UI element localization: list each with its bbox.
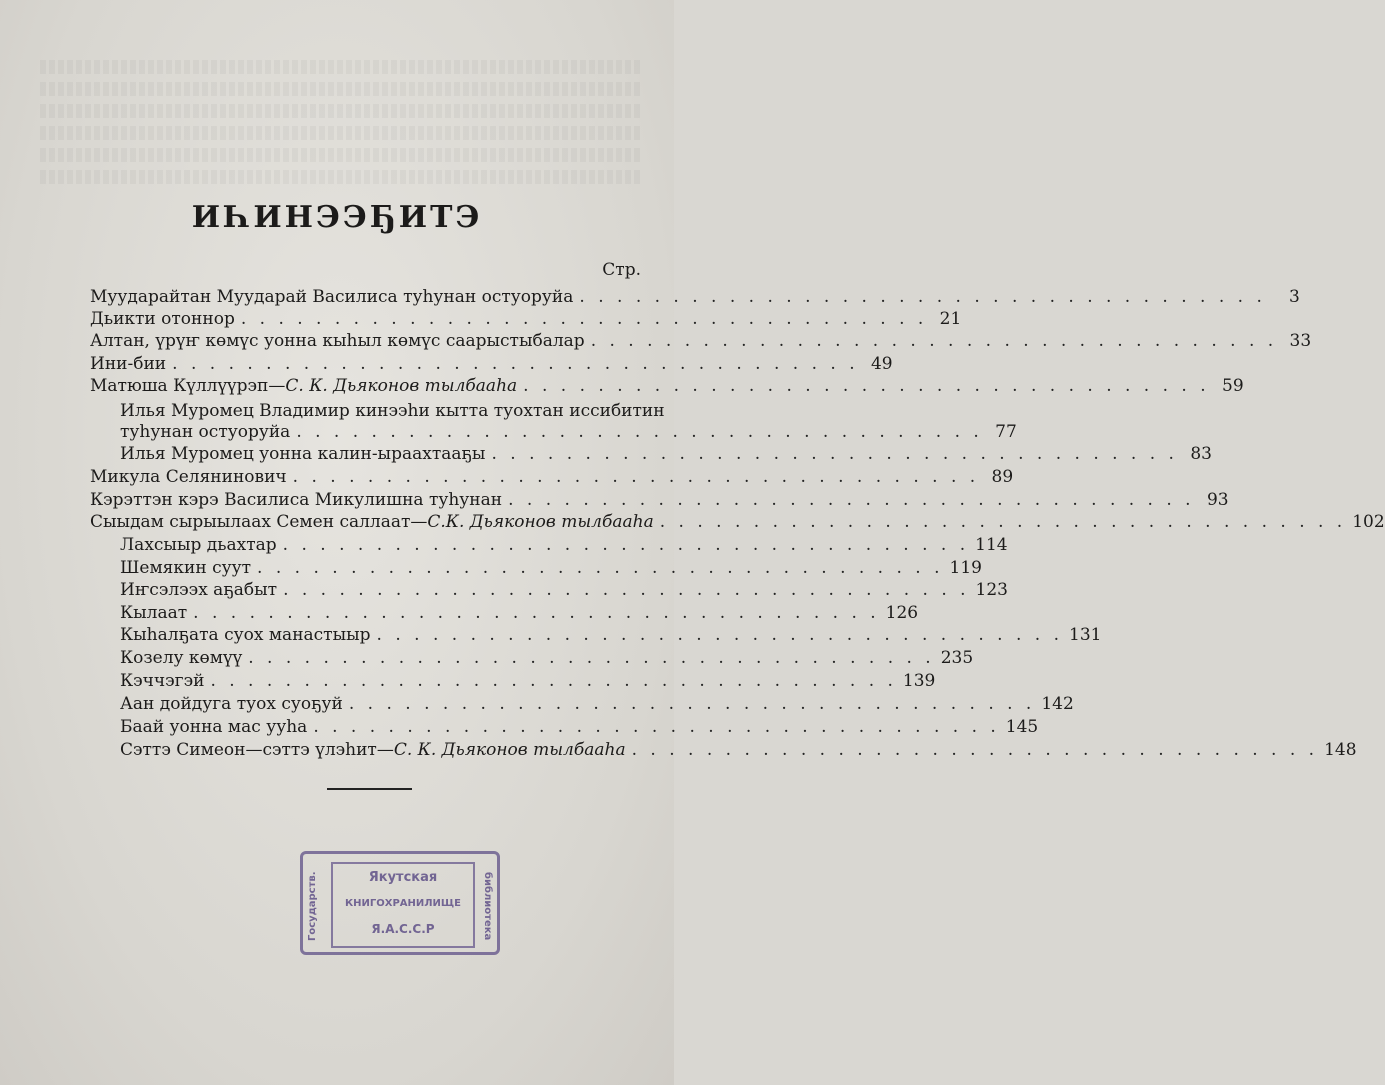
toc-entry	[120, 535, 1008, 557]
toc-entry-title: Кэччэгэй	[120, 671, 205, 691]
dot-leader: . . . . . . . . . . . . . . . . . . . . . . . . . . . . . . . . . . . . .	[172, 354, 859, 374]
toc-entry	[120, 648, 974, 670]
dot-leader: . . . . . . . . . . . . . . . . . . . . . . . . . . . . . . . . . . . . .	[631, 740, 1319, 760]
toc-entry-title: Сэттэ Симеон—сэттэ үлэһит—	[120, 740, 394, 760]
toc-entry-page: 89	[991, 467, 1014, 487]
toc-entry-title: Дьикти отоннор	[90, 309, 235, 329]
toc-entry	[90, 467, 1014, 489]
toc-entry-title: Кылаат	[120, 603, 188, 623]
dot-leader: . . . . . . . . . . . . . . . . . . . . . . . . . . . . . . . . . . . . .	[590, 331, 1278, 351]
toc-entry-page: 49	[870, 354, 893, 374]
dot-leader: . . . . . . . . . . . . . . . . . . . . . . . . . . . . . . . . . . . . .	[282, 535, 970, 555]
toc-entry-page: 131	[1069, 625, 1102, 645]
toc-entry-page: 83	[1190, 444, 1212, 464]
toc-entry-page: 59	[1222, 376, 1244, 396]
toc-entry-title: Матюша Күллүүрэп—	[90, 376, 286, 396]
divider-line	[327, 788, 412, 790]
toc-entry	[120, 603, 919, 625]
toc-entry-page: 33	[1289, 331, 1312, 351]
toc-entry-page: 148	[1324, 740, 1357, 760]
dot-leader: . . . . . . . . . . . . . . . . . . . . . . . . . . . . . . . . . . . . .	[193, 603, 880, 623]
stamp-side-left: Государств.	[307, 871, 318, 941]
toc-entry	[120, 671, 936, 693]
stamp-inner-frame	[331, 862, 475, 948]
toc-entry-page: 145	[1005, 717, 1039, 737]
toc-entry-title: Лахсыыр дьахтар	[120, 535, 277, 555]
toc-entry	[90, 287, 1300, 309]
toc-entry-translator: С. К. Дьяконов тылбааһа	[393, 740, 626, 760]
page-title: ИҺИНЭЭҔИТЭ	[191, 200, 483, 235]
toc-entry-translator: С.К. Дьяконов тылбааһа	[427, 512, 654, 532]
dot-leader: . . . . . . . . . . . . . . . . . . . . . . . . . . . . . . . . . . . . .	[240, 309, 928, 329]
toc-entry	[120, 422, 1017, 444]
toc-entry-title: Муударайтан Муударай Василиса туһунан остуоруйа	[90, 287, 574, 307]
toc-entry-page: 3	[1289, 287, 1300, 307]
toc-entry	[90, 331, 1312, 353]
toc-entry	[120, 401, 665, 423]
dot-leader: . . . . . . . . . . . . . . . . . . . . . . . . . . . . . . . . . . . . .	[210, 671, 897, 691]
dot-leader: . . . . . . . . . . . . . . . . . . . . . . . . . . . . . . . . . . . . .	[659, 512, 1347, 532]
toc-entry	[120, 694, 1074, 716]
bleed-through-text	[40, 82, 640, 96]
stamp-side-right: библиотека	[482, 871, 493, 941]
toc-entry-page: 235	[940, 648, 974, 668]
bleed-through-text	[40, 104, 640, 118]
toc-entry-page: 102	[1352, 512, 1385, 532]
stamp-line-1: Якутская	[368, 870, 438, 885]
toc-entry-page: 93	[1206, 490, 1229, 510]
bleed-through-text	[40, 148, 640, 162]
toc-entry-title: Илья Муромец Владимир кинээһи кытта туохтан иссибитин	[120, 401, 665, 421]
toc-entry	[90, 309, 962, 331]
toc-entry	[90, 490, 1229, 512]
toc-entry-page: 123	[975, 580, 1008, 600]
dot-leader: . . . . . . . . . . . . . . . . . . . . . . . . . . . . . . . . . . . . .	[248, 648, 935, 668]
toc-entry	[90, 512, 1385, 534]
toc-entry	[90, 376, 1244, 398]
toc-entry	[120, 717, 1039, 739]
toc-entry-translator: С. К. Дьяконов тылбааһа	[285, 376, 518, 396]
toc-entry	[120, 740, 1357, 762]
toc-entry-title: Иҥсэлээх аҕабыт	[120, 580, 278, 600]
dot-leader: . . . . . . . . . . . . . . . . . . . . . . . . . . . . . . . . . . . . .	[491, 444, 1178, 464]
dot-leader: . . . . . . . . . . . . . . . . . . . . . . . . . . . . . . . . . . . . .	[579, 287, 1266, 307]
toc-entry-page: 119	[949, 558, 982, 578]
stamp-line-2: КНИГОХРАНИЛИЩЕ	[344, 898, 462, 909]
toc-entry	[120, 625, 1102, 647]
toc-entry-title: Кэрэттэн кэрэ Василиса Микулишна туһунан	[90, 490, 503, 510]
toc-entry-title: Шемякин суут	[120, 558, 252, 578]
toc-entry-title: Баай уонна мас ууһа	[120, 717, 308, 737]
toc-entry-page: 126	[885, 603, 919, 623]
toc-entry-page: 21	[939, 309, 962, 329]
library-stamp	[300, 851, 500, 955]
dot-leader: . . . . . . . . . . . . . . . . . . . . . . . . . . . . . . . . . . . . .	[508, 490, 1195, 510]
bleed-through-text	[40, 60, 640, 74]
toc-entry-title: Алтан, үрүҥ көмүс уонна кыһыл көмүс саарыстыбалар	[90, 331, 585, 351]
stamp-line-3: Я.А.С.С.Р	[371, 922, 435, 936]
toc-entry-page: 77	[995, 422, 1017, 442]
toc-entry-title: Микула Селянинович	[90, 467, 287, 487]
toc-entry-title: туһунан остуоруйа	[120, 422, 291, 442]
toc-entry-title: Аан дойдуга туох суоҕуй	[120, 694, 343, 714]
toc-entry-title: Илья Муромец уонна калин-ыраахтааҕы	[120, 444, 486, 464]
bleed-through-text	[40, 170, 640, 184]
dot-leader: . . . . . . . . . . . . . . . . . . . . . . . . . . . . . . . . . . . . .	[283, 580, 970, 600]
toc-entry-title: Козелу көмүү	[120, 648, 243, 668]
dot-leader: . . . . . . . . . . . . . . . . . . . . . . . . . . . . . . . . . . . . .	[348, 694, 1036, 714]
dot-leader: . . . . . . . . . . . . . . . . . . . . . . . . . . . . . . . . . . . . .	[313, 717, 1000, 737]
toc-entry	[120, 558, 982, 580]
dot-leader: . . . . . . . . . . . . . . . . . . . . . . . . . . . . . . . . . . . . .	[257, 558, 944, 578]
toc-entry-page: 142	[1041, 694, 1074, 714]
toc-entry-title: Кыһалҕата суох манастыыр	[120, 625, 371, 645]
toc-entry-page: 114	[975, 535, 1008, 555]
bleed-through-text	[40, 126, 640, 140]
toc-entry-title: Сыыдам сырыылаах Семен саллаат—	[90, 512, 428, 532]
page-column-label: Стр.	[602, 260, 641, 280]
dot-leader: . . . . . . . . . . . . . . . . . . . . . . . . . . . . . . . . . . . . .	[376, 625, 1064, 645]
toc-entry	[120, 580, 1008, 602]
dot-leader: . . . . . . . . . . . . . . . . . . . . . . . . . . . . . . . . . . . . .	[292, 467, 980, 487]
toc-entry-page: 139	[902, 671, 936, 691]
toc-entry-title: Ини-бии	[90, 354, 167, 374]
toc-entry	[90, 354, 893, 376]
toc-entry	[120, 444, 1212, 466]
dot-leader: . . . . . . . . . . . . . . . . . . . . . . . . . . . . . . . . . . . . .	[296, 422, 983, 442]
dot-leader: . . . . . . . . . . . . . . . . . . . . . . . . . . . . . . . . . . . . .	[523, 376, 1210, 396]
